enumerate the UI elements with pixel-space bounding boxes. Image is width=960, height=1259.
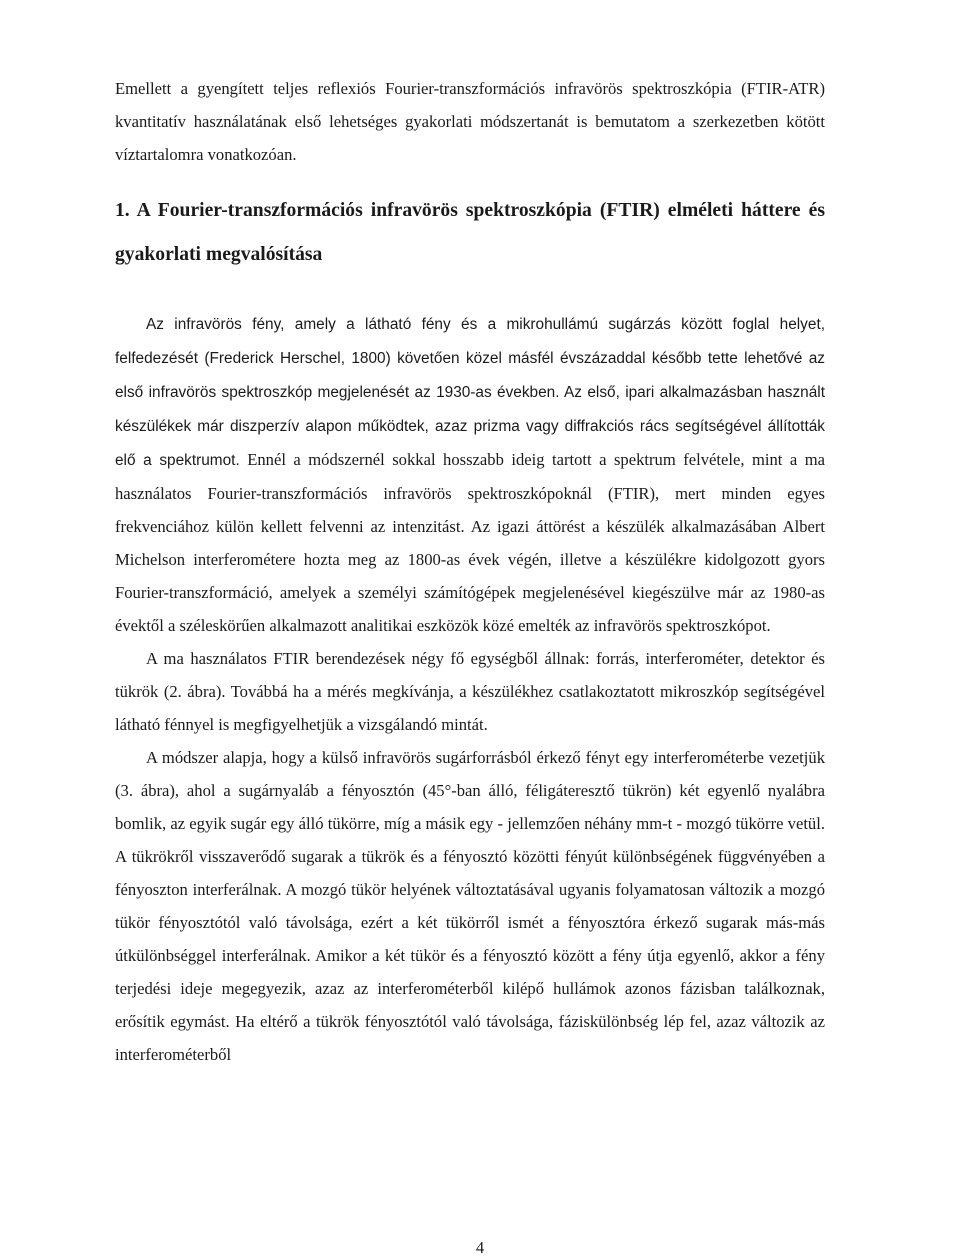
- paragraph-infrared-history-sans-part: Az infravörös fény, amely a látható fény és a mikrohullámú sugárzás között foglal helyet, felfedezését (Frederick Herschel, 1800) követően közel másfél évszázaddal később tette lehetővé az első infravörös spektroszkóp megjelenését az 1930-as években.: [115, 316, 825, 401]
- paragraph-infrared-history-serif-part: Ennél a módszernél sokkal hosszabb ideig tartott a spektrum felvétele, mint a ma használatos Fourier-transzformációs infravörös spektroszkópoknál (FTIR), mert minden egyes frekvenciához külön kellett felvenni az intenzitást. Az igazi áttörést a készülék alkalmazásában Albert Michelson interferométere hozta meg az 1800-as évek végén, illetve a készülékre kidolgozott gyors Fourier-transzformáció, amelyek a személyi számítógépek megjelenésével kiegészülve már az 1980-as évektől a széleskörűen alkalmazott analitikai eszközök közé emelték az infravörös spektroszkópot.: [115, 450, 825, 635]
- intro-paragraph: Emellett a gyengített teljes reflexiós Fourier-transzformációs infravörös spektroszkópia (FTIR-ATR) kvantitatív használatának első lehetséges gyakorlati módszertanát is bemutatom a szerkezetben kötött víztartalomra vonatkozóan.: [115, 79, 825, 164]
- paragraph-infrared-history-sans-part-2: Az első, ipari alkalmazásban használt készülékek már diszperzív alapon működtek, azaz prizma vagy diffrakciós rács segítségével állították elő a spektrumot.: [115, 384, 825, 469]
- page-number: 4: [475, 1238, 485, 1257]
- paragraph-infrared-history: [115, 307, 825, 642]
- paragraph-ftir-components: A ma használatos FTIR berendezések négy fő egységből állnak: forrás, interferométer, detektor és tükrök (2. ábra). Továbbá ha a mérés megkívánja, a készülékhez csatlakoztatott mikroszkóp segítségével látható fénnyel is megfigyelhetjük a vizsgálandó mintát.: [115, 649, 825, 734]
- section-heading: 1. A Fourier-transzformációs infravörös spektroszkópia (FTIR) elméleti háttere és gyakorlati megvalósítása: [115, 200, 825, 265]
- page-content: [115, 72, 825, 1071]
- paragraph-method-principle: A módszer alapja, hogy a külső infravörös sugárforrásból érkező fényt egy interferométerbe vezetjük (3. ábra), ahol a sugárnyaláb a fényosztón (45°-ban álló, féligáteresztő tükrön) két egyenlő nyalábra bomlik, az egyik sugár egy álló tükörre, míg a másik egy - jellemzően néhány mm-t - mozgó tükörre vetül. A tükrökről visszaverődő sugarak a tükrök és a fényosztó közötti fényút különbségének függvényében a fényoszton interferálnak. A mozgó tükör helyének változtatásával ugyanis folyamatosan változik a mozgó tükör fényosztótól való távolsága, ezért a két tükörről ismét a fényosztóra érkező sugarak más-más útkülönbséggel interferálnak. Amikor a két tükör és a fényosztó között a fény útja egyenlő, akkor a fény terjedési ideje megegyezik, azaz az interferométerből kilépő hullámok azonos fázisban találkoznak, erősítik egymást. Ha eltérő a tükrök fényosztótól való távolsága, fáziskülönbség lép fel, azaz változik az interferométerből: [115, 748, 825, 1064]
